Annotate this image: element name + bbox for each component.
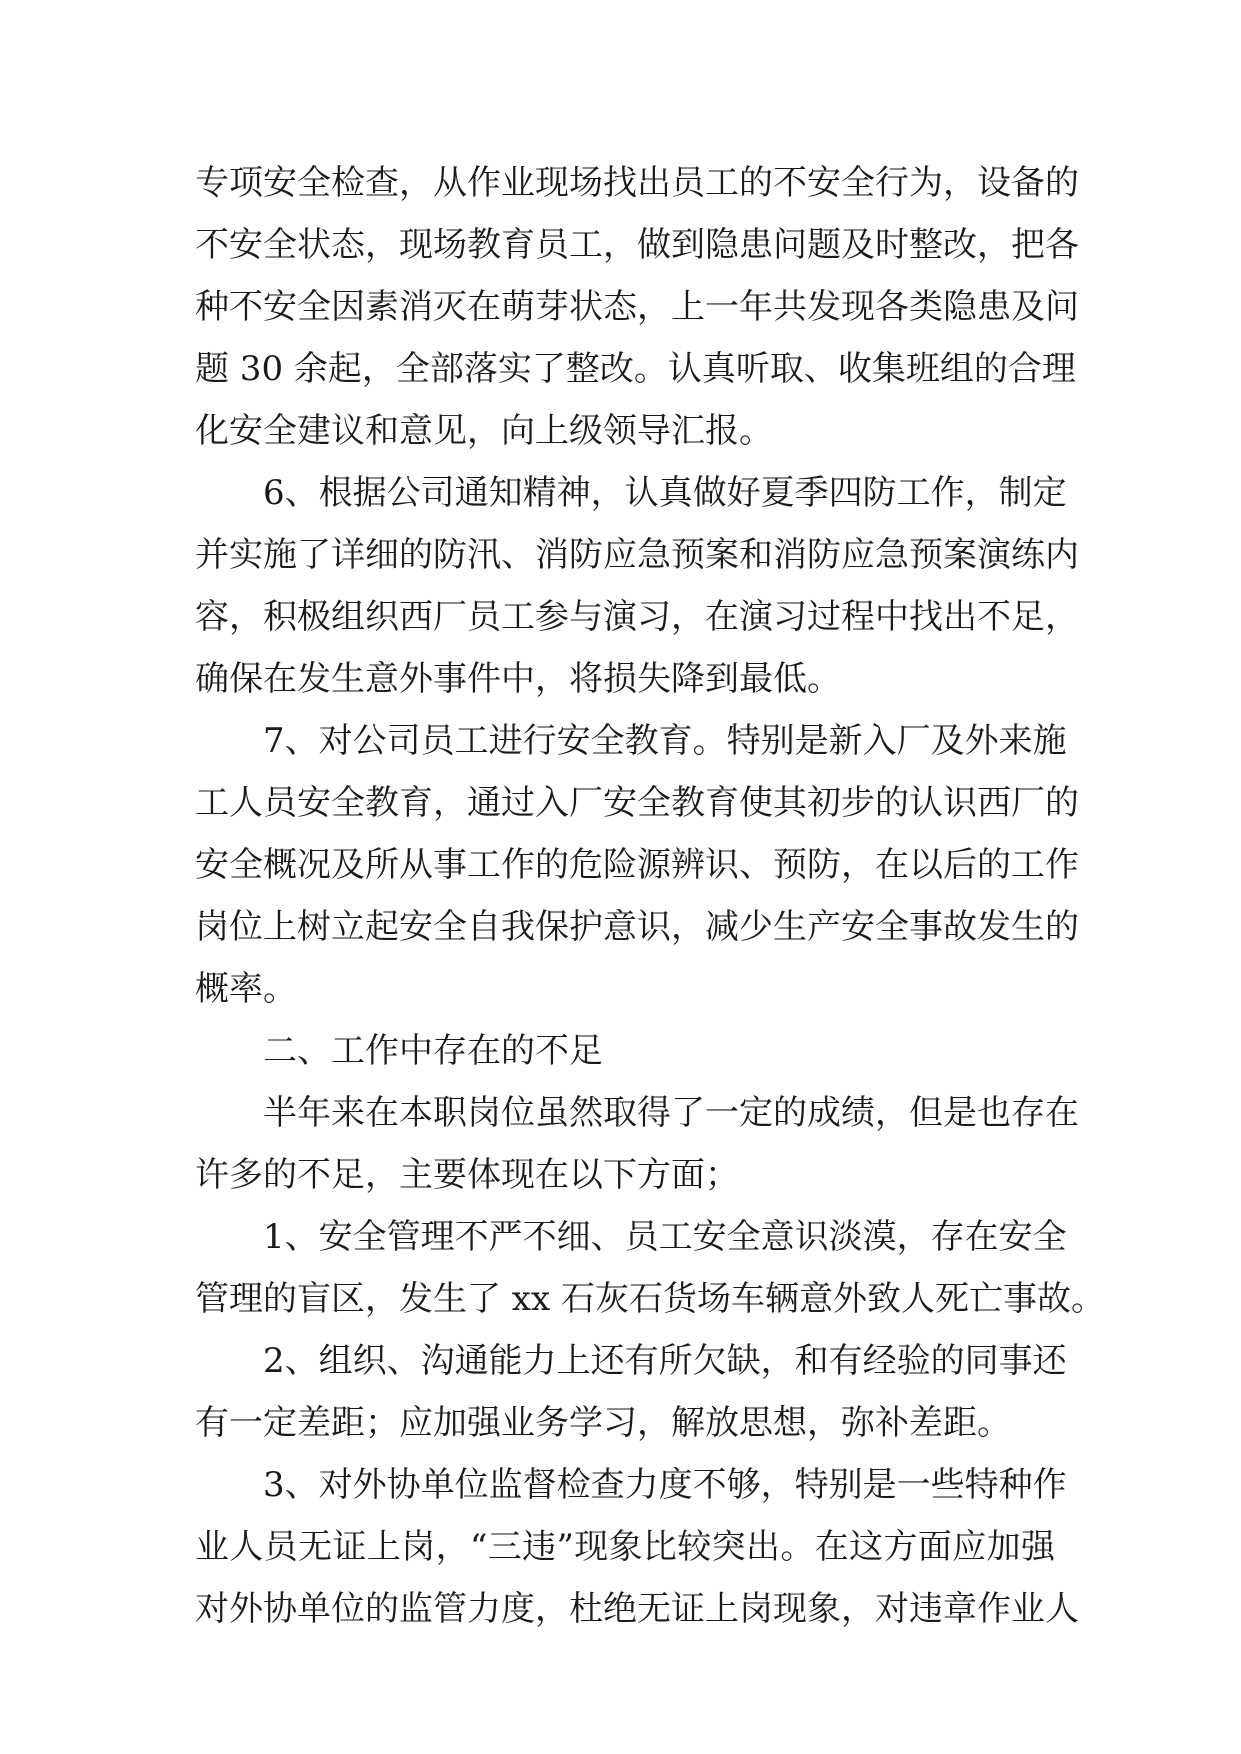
text-line: 2、组织、沟通能力上还有所欠缺，和有经验的同事还 <box>263 1341 1067 1381</box>
text-line: 半年来在本职岗位虽然取得了一定的成绩，但是也存在 <box>263 1093 1079 1133</box>
text-line: 化安全建议和意见，向上级领导汇报。 <box>195 411 773 451</box>
text-line: 题 30 余起，全部落实了整改。认真听取、收集班组的合理 <box>195 349 1076 389</box>
text-line: 7、对公司员工进行安全教育。特别是新入厂及外来施 <box>263 721 1067 761</box>
text-line: 工人员安全教育，通过入厂安全教育使其初步的认识西厂的 <box>195 783 1079 823</box>
text-line: 不安全状态，现场教育员工，做到隐患问题及时整改，把各 <box>195 225 1079 265</box>
text-line: 种不安全因素消灭在萌芽状态，上一年共发现各类隐患及问 <box>195 287 1079 327</box>
text-line: 安全概况及所从事工作的危险源辨识、预防，在以后的工作 <box>195 845 1079 885</box>
text-line: 3、对外协单位监督检查力度不够，特别是一些特种作 <box>263 1465 1067 1505</box>
text-line: 1、安全管理不严不细、员工安全意识淡漠，存在安全 <box>263 1217 1067 1257</box>
text-line: 概率。 <box>195 969 297 1009</box>
text-line: 二、工作中存在的不足 <box>263 1031 603 1071</box>
text-line: 并实施了详细的防汛、消防应急预案和消防应急预案演练内 <box>195 535 1079 575</box>
text-line: 6、根据公司通知精神，认真做好夏季四防工作，制定 <box>263 473 1067 513</box>
text-line: 专项安全检查，从作业现场找出员工的不安全行为，设备的 <box>195 163 1079 203</box>
text-line: 管理的盲区，发生了 xx 石灰石货场车辆意外致人死亡事故。 <box>195 1279 1105 1319</box>
text-line: 业人员无证上岗，“三违”现象比较突出。在这方面应加强 <box>195 1527 1055 1567</box>
document-body <box>195 152 1105 1640</box>
text-line: 许多的不足，主要体现在以下方面； <box>195 1155 739 1195</box>
text-line: 岗位上树立起安全自我保护意识，减少生产安全事故发生的 <box>195 907 1079 947</box>
text-line: 有一定差距；应加强业务学习，解放思想，弥补差距。 <box>195 1403 1011 1443</box>
text-line: 容，积极组织西厂员工参与演习，在演习过程中找出不足， <box>195 597 1079 637</box>
text-line: 确保在发生意外事件中，将损失降到最低。 <box>195 659 841 699</box>
text-line: 对外协单位的监管力度，杜绝无证上岗现象，对违章作业人 <box>195 1589 1079 1629</box>
